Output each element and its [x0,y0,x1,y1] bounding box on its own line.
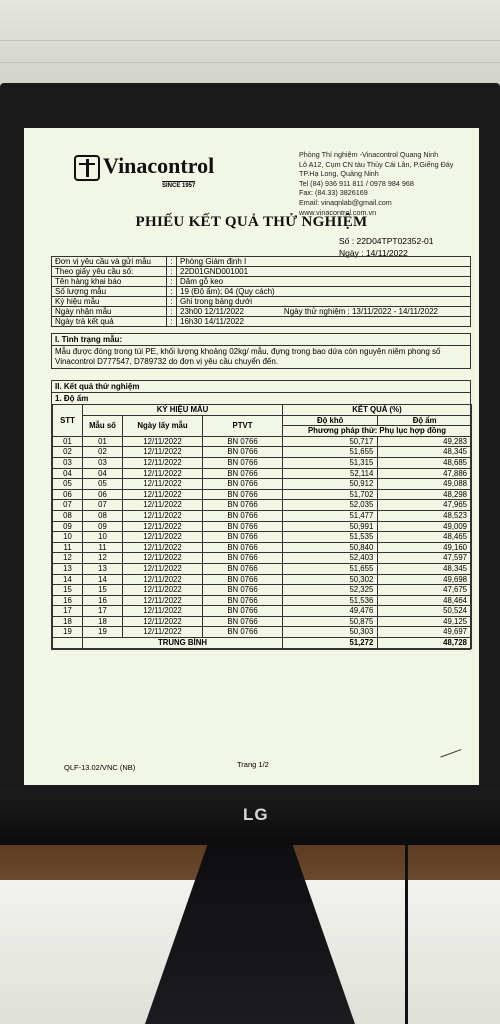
cell-doam: 47,597 [378,553,472,564]
info-key: Tên hàng khai báo [52,277,167,287]
cell-ngaylay: 12/11/2022 [123,457,203,468]
cell-ptvt: BN 0766 [203,521,283,532]
ceiling-seam [0,62,500,63]
info-row [52,267,471,277]
cell-mauso: 05 [83,479,123,490]
cell-mauso: 15 [83,585,123,596]
cell-ptvt: BN 0766 [203,595,283,606]
cell-stt: 14 [53,574,83,585]
cell-ngaylay: 12/11/2022 [123,616,203,627]
cell-dokho: 51,477 [283,510,378,521]
col-dokho: Độ khô [283,415,378,426]
table-row [53,595,472,606]
cell-ptvt: BN 0766 [203,532,283,543]
cell-ngaylay: 12/11/2022 [123,532,203,543]
cell-stt: 05 [53,479,83,490]
status-heading: I. Tình trạng mẫu: [52,334,470,346]
cell-doam: 48,685 [378,457,472,468]
logo-since: SINCE 1957 [162,183,196,189]
col-ptvt: PTVT [203,415,283,436]
cell-ptvt: BN 0766 [203,606,283,617]
info-row [52,317,471,327]
info-value-text: Ghi trong bảng dưới [180,297,252,306]
cell-doam: 48,345 [378,563,472,574]
cell-dokho: 52,325 [283,585,378,596]
cell-mauso: 02 [83,447,123,458]
info-colon: : [167,277,177,287]
cell-doam: 47,675 [378,585,472,596]
lg-logo: LG [243,805,269,824]
col-ngaylay: Ngày lấy mẫu [123,415,203,436]
logo-text: Vinacontrol [103,153,215,178]
cell-dokho: 51,535 [283,532,378,543]
cell-dokho: 50,991 [283,521,378,532]
table-row [53,616,472,627]
info-value-text: 22D01GND001001 [180,267,249,276]
lab-line: Phòng Thí nghiệm -Vinacontrol Quang Ninh [299,150,439,159]
cell-ngaylay: 12/11/2022 [123,521,203,532]
status-text: Mẫu được đóng trong túi PE, khối lượng khoảng 02kg/ mẫu, đựng trong bao dứa còn nguyên niêm phong số Vinacontrol D777547, D789732 do đơn vị yêu cầu chuyển đến. [55,347,441,366]
cell-ngaylay: 12/11/2022 [123,500,203,511]
cell-mauso: 14 [83,574,123,585]
info-value-text: Dăm gỗ keo [180,277,224,286]
cell-mauso: 07 [83,500,123,511]
cell-dokho: 51,315 [283,457,378,468]
results-section [51,380,471,650]
cell-mauso: 12 [83,553,123,564]
cell-doam: 49,697 [378,627,472,638]
info-row [52,277,471,287]
cell-dokho: 50,717 [283,436,378,447]
info-key: Số lượng mẫu [52,287,167,297]
table-row [53,489,472,500]
table-row [53,627,472,638]
cell-ngaylay: 12/11/2022 [123,436,203,447]
avg-label: TRUNG BÌNH [83,638,283,649]
cell-doam: 48,465 [378,532,472,543]
table-row [53,553,472,564]
cell-doam: 48,464 [378,595,472,606]
cell-stt: 19 [53,627,83,638]
lab-line: Email: vinaqnlab@gmail.com [299,197,392,207]
results-subheading: 1. Độ ẩm [55,394,89,403]
cell-doam: 48,345 [378,447,472,458]
cell-mauso: 04 [83,468,123,479]
cell-mauso: 18 [83,616,123,627]
cell-ngaylay: 12/11/2022 [123,585,203,596]
ceiling-seam [0,40,500,41]
cell-doam: 49,283 [378,436,472,447]
info-value [177,257,471,267]
info-value-text: Phòng Giám định I [180,257,247,266]
table-row [53,479,472,490]
footer-code: QLF-13.02/VNC (NB) [64,763,136,772]
vinacontrol-logo [74,153,214,181]
cell-stt: 18 [53,616,83,627]
info-colon: : [167,287,177,297]
cell-mauso: 13 [83,563,123,574]
cell-ptvt: BN 0766 [203,500,283,511]
cell-ngaylay: 12/11/2022 [123,447,203,458]
cell-stt: 13 [53,563,83,574]
cell-doam: 50,524 [378,606,472,617]
results-table [52,404,472,649]
col-ketqua: KẾT QUẢ (%) [283,405,472,416]
info-table [51,256,471,327]
cell-stt: 15 [53,585,83,596]
info-colon: : [167,307,177,317]
table-row [53,521,472,532]
table-row [53,500,472,511]
cell-doam: 48,523 [378,510,472,521]
table-row [53,563,472,574]
info-row [52,297,471,307]
table-row [53,606,472,617]
cell-stt: 06 [53,489,83,500]
page-number: Trang 1/2 [237,760,269,769]
avg-blank [53,638,83,649]
info-row [52,257,471,267]
cell-doam: 47,886 [378,468,472,479]
cell-stt: 16 [53,595,83,606]
cell-dokho: 51,655 [283,447,378,458]
cell-ptvt: BN 0766 [203,447,283,458]
cell-dokho: 52,035 [283,500,378,511]
info-value-text: 19 (Độ ẩm); 04 (Quy cách) [180,287,275,296]
cell-ptvt: BN 0766 [203,616,283,627]
cell-dokho: 52,114 [283,468,378,479]
cell-ptvt: BN 0766 [203,468,283,479]
cell-dokho: 50,875 [283,616,378,627]
cell-dokho: 51,702 [283,489,378,500]
cell-ptvt: BN 0766 [203,479,283,490]
cell-ptvt: BN 0766 [203,574,283,585]
cell-ptvt: BN 0766 [203,585,283,596]
cell-stt: 11 [53,542,83,553]
cell-mauso: 08 [83,510,123,521]
cell-mauso: 01 [83,436,123,447]
cell-doam: 48,298 [378,489,472,500]
document-viewer[interactable] [24,128,479,785]
info-value [177,317,471,327]
table-row [53,532,472,543]
cell-ptvt: BN 0766 [203,457,283,468]
cell-ngaylay: 12/11/2022 [123,627,203,638]
cell-dokho: 50,912 [283,479,378,490]
info-key: Ngày nhận mẫu [52,307,167,317]
cell-mauso: 06 [83,489,123,500]
col-stt: STT [53,405,83,437]
cell-stt: 09 [53,521,83,532]
cell-ptvt: BN 0766 [203,563,283,574]
scales-icon [74,155,100,181]
cell-ngaylay: 12/11/2022 [123,479,203,490]
signature [439,744,462,757]
cell-mauso: 17 [83,606,123,617]
document-title: PHIẾU KẾT QUẢ THỬ NGHIỆM [135,214,368,230]
cell-ptvt: BN 0766 [203,627,283,638]
table-row [53,510,472,521]
info-row [52,287,471,297]
cell-stt: 07 [53,500,83,511]
info-colon: : [167,297,177,307]
info-value-text: 23h00 12/11/2022 [180,307,244,316]
cell-ngaylay: 12/11/2022 [123,542,203,553]
info-colon: : [167,257,177,267]
info-value [177,307,471,317]
info-row [52,307,471,317]
info-value-text: 16h30 14/11/2022 [180,317,244,326]
table-row [53,542,472,553]
cell-dokho: 50,303 [283,627,378,638]
col-kyhieu: KÝ HIỆU MẪU [83,405,283,416]
info-value [177,277,471,287]
cell-mauso: 16 [83,595,123,606]
cell-ptvt: BN 0766 [203,553,283,564]
cell-ngaylay: 12/11/2022 [123,606,203,617]
cell-ngaylay: 12/11/2022 [123,468,203,479]
cell-ngaylay: 12/11/2022 [123,574,203,585]
info-key: Ký hiệu mẫu [52,297,167,307]
cell-dokho: 52,403 [283,553,378,564]
report-number: Số : 22D04TPT02352-01 [339,236,434,246]
cell-mauso: 09 [83,521,123,532]
cell-dokho: 50,840 [283,542,378,553]
table-row [53,585,472,596]
cell-mauso: 10 [83,532,123,543]
col-mauso: Mẫu số [83,415,123,436]
cell-doam: 49,160 [378,542,472,553]
info-value [177,287,471,297]
cell-dokho: 49,476 [283,606,378,617]
sample-status [51,333,471,369]
cell-stt: 01 [53,436,83,447]
info-key: Theo giấy yêu cầu số: [52,267,167,277]
lab-line: TP.Hạ Long, Quảng Ninh [299,169,379,179]
info-colon: : [167,267,177,277]
cell-dokho: 50,302 [283,574,378,585]
info-key: Đơn vị yêu cầu và gửi mẫu [52,257,167,267]
test-date: Ngày thử nghiệm : 13/11/2022 - 14/11/2022 [283,307,438,316]
cell-doam: 49,009 [378,521,472,532]
info-value [177,297,471,307]
info-key: Ngày trả kết quả [52,317,167,327]
cell-stt: 08 [53,510,83,521]
cell-dokho: 51,536 [283,595,378,606]
cell-stt: 12 [53,553,83,564]
cell-mauso: 11 [83,542,123,553]
cell-doam: 49,088 [378,479,472,490]
table-row [53,457,472,468]
cell-ptvt: BN 0766 [203,436,283,447]
cell-ngaylay: 12/11/2022 [123,489,203,500]
cell-ptvt: BN 0766 [203,542,283,553]
lab-line: Tel (84) 936 911 811 / 0978 984 968 [299,178,414,188]
col-doam: Độ ẩm [378,415,472,426]
lab-line: Lô A12, Cụm CN tàu Thủy Cái Lân, P.Giếng Đáy [299,159,454,169]
table-row [53,468,472,479]
cell-ngaylay: 12/11/2022 [123,563,203,574]
info-value [177,267,471,277]
col-method: Phương pháp thử: Phụ lục hợp đồng [283,426,472,437]
cell-stt: 03 [53,457,83,468]
cell-ngaylay: 12/11/2022 [123,595,203,606]
cell-mauso: 03 [83,457,123,468]
avg-doam: 48,728 [378,638,472,649]
cell-mauso: 19 [83,627,123,638]
cell-doam: 49,125 [378,616,472,627]
avg-dokho: 51,272 [283,638,378,649]
cell-stt: 02 [53,447,83,458]
lab-line: www.vinacontrol.com.vn [299,207,377,217]
cell-stt: 10 [53,532,83,543]
cell-ngaylay: 12/11/2022 [123,510,203,521]
cell-stt: 04 [53,468,83,479]
cell-doam: 47,965 [378,500,472,511]
ceiling [0,0,500,85]
table-row [53,574,472,585]
lab-line: Fax: (84.33) 3826169 [299,188,368,198]
cell-stt: 17 [53,606,83,617]
info-colon: : [167,317,177,327]
monitor-cable [405,845,408,1024]
report-date: Ngày : 14/11/2022 [339,248,408,258]
cell-doam: 49,698 [378,574,472,585]
lab-address [299,150,475,217]
results-heading: II. Kết quả thử nghiệm [52,381,470,393]
cell-ptvt: BN 0766 [203,510,283,521]
cell-ptvt: BN 0766 [203,489,283,500]
table-row [53,436,472,447]
cell-ngaylay: 12/11/2022 [123,553,203,564]
table-row [53,447,472,458]
cell-dokho: 51,655 [283,563,378,574]
